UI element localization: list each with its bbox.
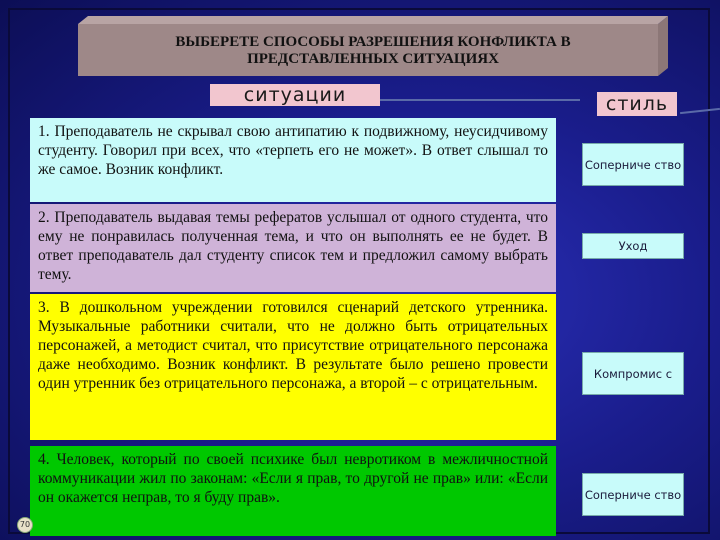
style-column-label: стиль — [597, 92, 677, 116]
style-answer-3[interactable]: Компромис с — [582, 352, 684, 395]
style-answer-2[interactable]: Уход — [582, 233, 684, 259]
situations-column-label: ситуации — [210, 84, 380, 106]
page-number-badge: 70 — [17, 517, 33, 533]
style-answer-4[interactable]: Соперниче ство — [582, 473, 684, 516]
situation-1: 1. Преподаватель не скрывал свою антипатию к подвижному, неусидчивому студенту. Говорил при всех, что «терпеть его не может». В ответ слышал то же самое. Возник конфликт. — [30, 118, 556, 202]
title-banner — [78, 16, 668, 76]
situation-2: 2. Преподаватель выдавая темы рефератов услышал от одного студента, что ему не понравилась полученная тема, и что он выполнять ее не будет. В ответ преподаватель дал студенту список тем и предложил самому выбрать тему. — [30, 204, 556, 292]
situation-3: 3. В дошкольном учреждении готовился сценарий детского утренника. Музыкальные работники считали, что не должно быть отрицательных персонажей, а методист считал, что присутствие отрицательного персонажа даже необходимо. Возник конфликт. В результате было решено провести один утренник без отрицательного персонажа, а второй – с отрицательным. — [30, 294, 556, 440]
divider-line — [380, 99, 580, 101]
situation-4: 4. Человек, который по своей психике был невротиком в межличностной коммуникации жил по законам: «Если я прав, то другой не прав» или: «Если он окажется неправ, то я буду прав». — [30, 446, 556, 536]
style-answer-1[interactable]: Соперниче ство — [582, 143, 684, 186]
page-title: ВЫБЕРЕТЕ СПОСОБЫ РАЗРЕШЕНИЯ КОНФЛИКТА В ПРЕДСТАВЛЕННЫХ СИТУАЦИЯХ — [175, 34, 571, 67]
